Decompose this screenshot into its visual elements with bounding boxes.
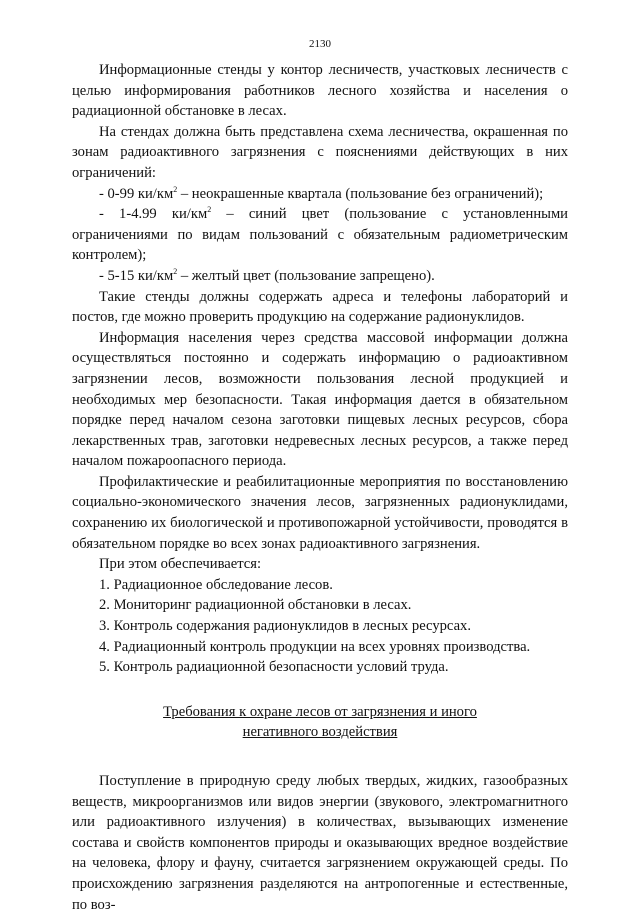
page-number: 2130 (309, 38, 331, 50)
list-item: 5. Контроль радиационной безопасности условий труда. (99, 659, 449, 676)
paragraph-rehabilitation: Профилактические и реабилитационные мероприятия по восстановлению социально-экономического значения лесов, загрязненных радионуклидами, сохранению их биологической и противопожарной устойчивости, проводятся в обязательном порядке во всех зонах радиоактивного загрязнения. (72, 473, 568, 552)
paragraph-stand-contacts: Такие стенды должны содержать адреса и телефоны лабораторий и постов, где можно проверить продукцию на содержание радионуклидов. (72, 288, 568, 326)
paragraph-media-info: Информация населения через средства массовой информации должна осуществляться постоянно и содержать информацию о радиоактивном загрязнении лесов, возможности пользования лесной продукцией и необходимых мер безопасности. Такая информация дается в обязательном порядке перед началом сезона заготовки пищевых лесных ресурсов, сбора лекарственных трав, заготовки недревесных лесных ресурсов, а также перед началом пожароопасного периода. (72, 329, 568, 470)
document-body (72, 60, 568, 915)
zone-item-5-15: - 5-15 $ки/км^2$ – желтый цвет (пользование запрещено). (99, 267, 435, 284)
paragraph-stand-scheme: На стендах должна быть представлена схема лесничества, окрашенная по зонам радиоактивного загрязнения с пояснениями действующих в них ограничений: (72, 123, 568, 181)
section-heading-line-1: Требования к охране лесов от загрязнения и иного (163, 703, 477, 720)
list-item: 1. Радиационное обследование лесов. (99, 576, 333, 593)
section-heading (72, 702, 568, 743)
list-item: 4. Радиационный контроль продукции на всех уровнях производства. (99, 638, 531, 655)
paragraph-pollution-definition: Поступление в природную среду любых твердых, жидких, газообразных веществ, микроорганизмов или видов энергии (звукового, электромагнитного или радиоактивного излучения) в количествах, вызывающих изменение состава и свойств компонентов природы и оказывающих вредное воздействие на человека, флору и фауну, считается загрязнением окружающей среды. По происхождению загрязнения разделяются на антропогенные и естественные, по воз- (72, 773, 568, 913)
zone-item-0-99: - 0-99 $ки/км^2$ – неокрашенные квартала (пользование без ограничений); (99, 184, 544, 202)
list-item: 3. Контроль содержания радионуклидов в лесных ресурсах. (99, 618, 471, 635)
paragraph-info-stands: Информационные стенды у контор лесничеств, участковых лесничеств с целью информирования работников лесного хозяйства и населения о радиационной обстановке в лесах. (72, 62, 568, 120)
zone-item-1-4-99: - 1-4.99 $ки/км^2$ – синий цвет (пользование с установленными ограничениями по видам пользований с обязательным радиометрическим контролем); (72, 205, 568, 264)
section-heading-line-2: негативного воздействия (242, 724, 398, 741)
paragraph-provided: При этом обеспечивается: (99, 556, 262, 573)
list-item: 2. Мониторинг радиационной обстановки в лесах. (99, 597, 412, 614)
